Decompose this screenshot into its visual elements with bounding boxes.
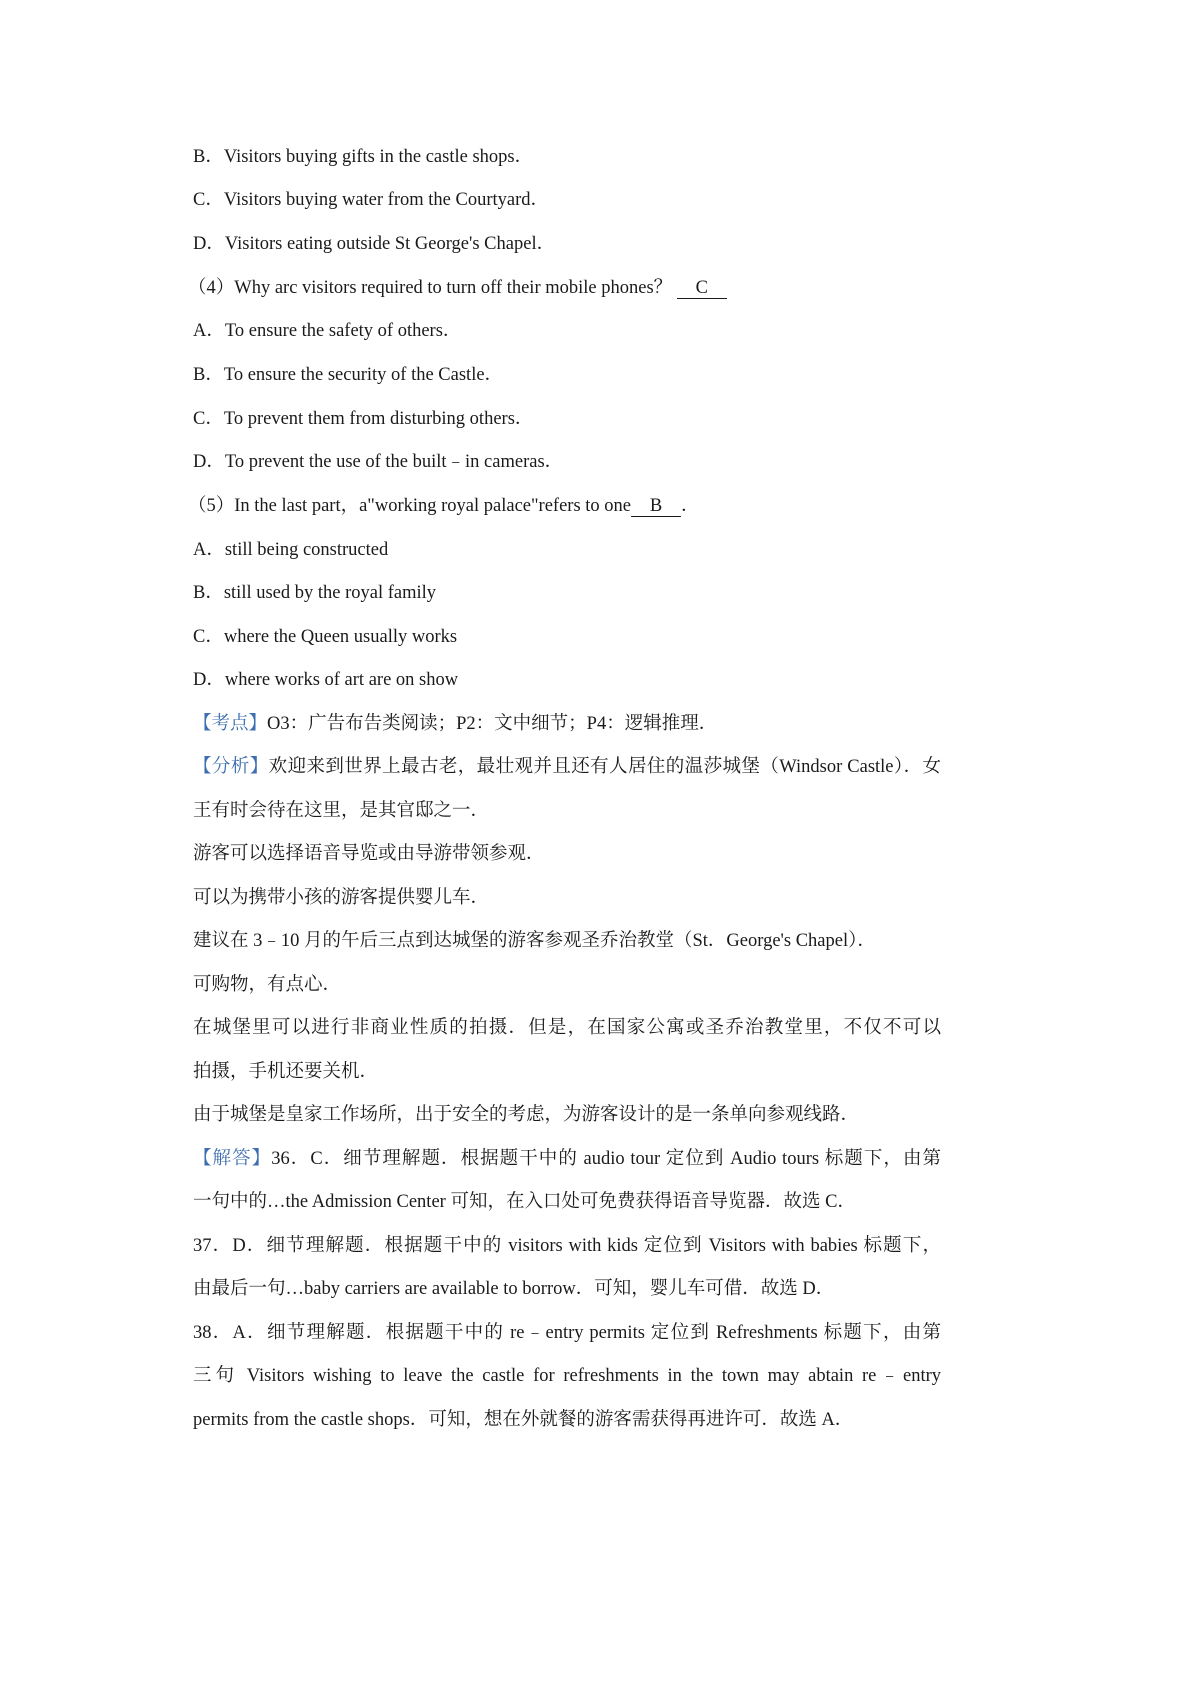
question-4-answer: C [677, 278, 727, 299]
fenxi-line-9: 由于城堡是皇家工作场所，出于安全的考虑，为游客设计的是一条单向参观线路． [193, 1105, 860, 1125]
fenxi-text-1: 欢迎来到世界上最古老，最壮观并且还有人居住的温莎城堡（Windsor Castle）．女 [268, 757, 941, 777]
option-5a: A．still being constructed [193, 540, 389, 560]
jieda-line-2: 一句中的…the Admission Center 可知，在入口处可免费获得语音导览器．故选 C． [193, 1192, 856, 1212]
option-3c: C．Visitors buying water from the Courtyard． [193, 190, 549, 210]
jieda-line-6: 三句 Visitors wishing to leave the castle for refreshments in the town may abtain re﹣entry [193, 1366, 941, 1386]
option-5d: D．where works of art are on show [193, 670, 459, 690]
question-5-answer: B [631, 496, 681, 517]
option-3d: D．Visitors eating outside St George's Chapel． [193, 234, 556, 254]
fenxi-line-7: 在城堡里可以进行非商业性质的拍摄．但是，在国家公寓或圣乔治教堂里，不仅不可以 [193, 1018, 941, 1038]
jieda-line-5: 38．A．细节理解题．根据题干中的 re﹣entry permits 定位到 Refreshments 标题下，由第 [193, 1323, 941, 1343]
fenxi-tag: 【分析】 [193, 757, 269, 777]
fenxi-line-4: 可以为携带小孩的游客提供婴儿车． [193, 888, 490, 908]
fenxi-line-8: 拍摄，手机还要关机． [193, 1062, 379, 1082]
jieda-line-3: 37．D．细节理解题．根据题干中的 visitors with kids 定位到 Visitors with babies 标题下， [193, 1236, 941, 1256]
option-4d: D．To prevent the use of the built﹣in cameras． [193, 452, 564, 472]
kaodian-section [193, 712, 717, 736]
jieda-text-1: 36．C．细节理解题．根据题干中的 audio tour 定位到 Audio tours 标题下，由第 [271, 1149, 941, 1169]
jieda-line-4: 由最后一句…baby carriers are available to borrow．可知，婴儿车可借．故选 D． [193, 1279, 835, 1299]
option-4c: C．To prevent them from disturbing others． [193, 409, 534, 429]
kaodian-tag: 【考点】 [193, 714, 268, 734]
fenxi-line-6: 可购物，有点心． [193, 975, 342, 995]
question-5 [188, 494, 700, 518]
option-4b: B．To ensure the security of the Castle． [193, 365, 504, 385]
fenxi-line-1 [193, 755, 941, 779]
fenxi-line-5: 建议在 3﹣10 月的午后三点到达城堡的游客参观圣乔治教堂（St．George's Chapel）． [193, 931, 876, 951]
kaodian-text: O3：广告布告类阅读；P2：文中细节；P4：逻辑推理． [267, 714, 718, 734]
question-4-stem: （4）Why arc visitors required to turn off their mobile phones？ [188, 278, 673, 298]
jieda-line-1 [193, 1147, 941, 1171]
question-4 [188, 276, 727, 300]
jieda-tag: 【解答】 [193, 1149, 272, 1169]
option-5c: C．where the Queen usually works [193, 627, 458, 647]
option-5b: B．still used by the royal family [193, 583, 437, 603]
jieda-line-7: permits from the castle shops．可知，想在外就餐的游客需获得再进许可．故选 A． [193, 1410, 854, 1430]
option-3b: B．Visitors buying gifts in the castle shops． [193, 147, 534, 167]
question-5-end: ． [681, 496, 700, 516]
option-4a: A．To ensure the safety of others． [193, 321, 462, 341]
question-5-stem: （5）In the last part，a"working royal palace"refers to one [188, 496, 632, 516]
fenxi-line-3: 游客可以选择语音导览或由导游带领参观． [193, 844, 545, 864]
fenxi-line-2: 王有时会待在这里，是其官邸之一． [193, 801, 490, 821]
